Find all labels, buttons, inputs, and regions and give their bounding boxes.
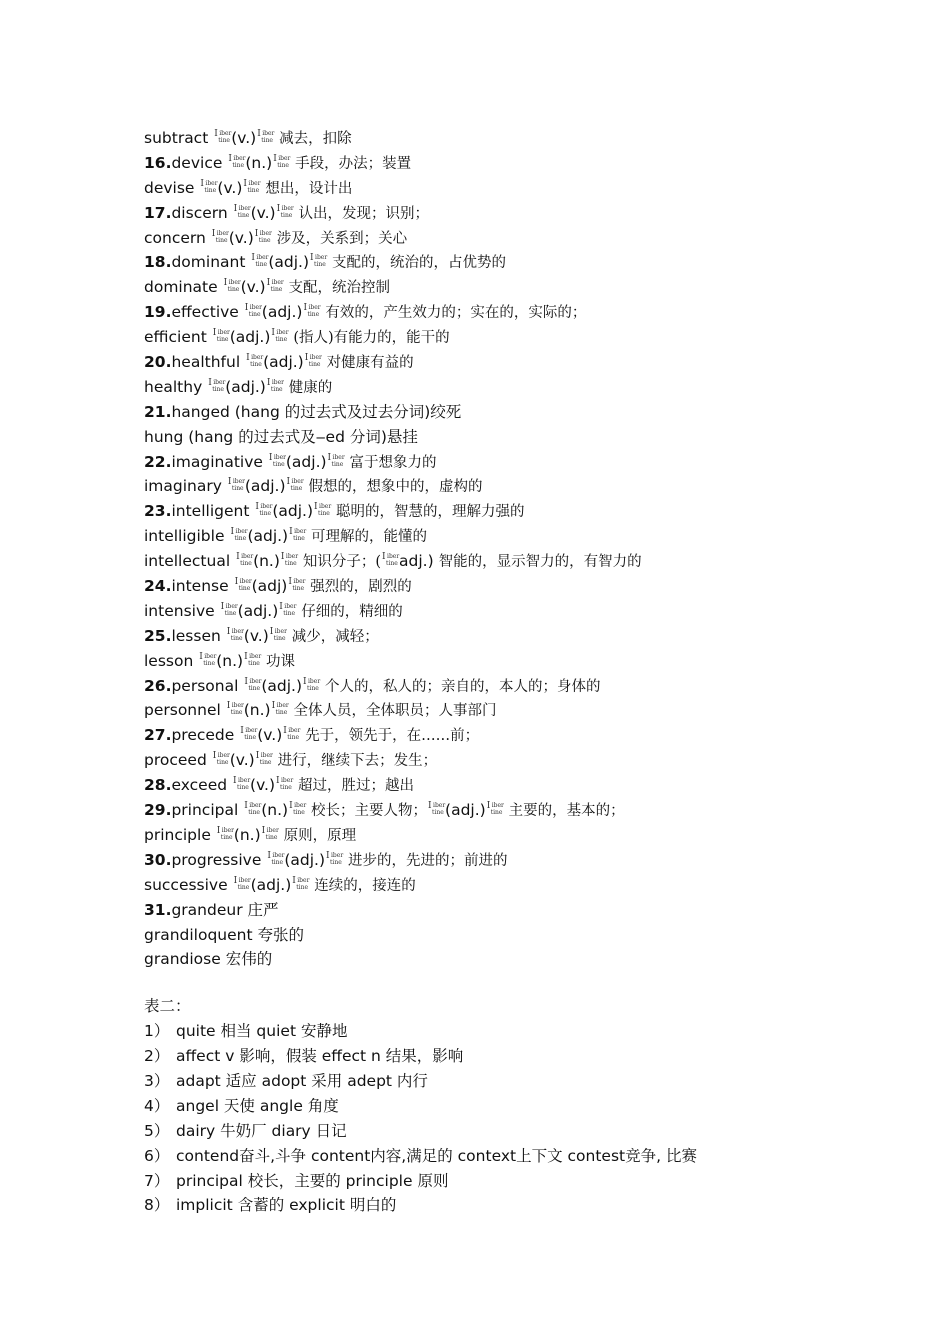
entry-pos: (n.) [253, 552, 280, 571]
glyph-marker-icon: I iber tine [212, 328, 230, 344]
vocab-entry [144, 300, 904, 325]
entry-definition: 强烈的，剧烈的 [310, 579, 412, 596]
vocab-entry [144, 524, 904, 549]
section-gap [144, 972, 904, 994]
vocab-entry [144, 649, 904, 674]
glyph-marker-icon: I iber tine [266, 278, 284, 294]
glyph-marker-icon: I iber tine [261, 825, 279, 841]
glyph-marker-icon: I iber tine [276, 776, 294, 792]
table-two-row [144, 1094, 904, 1119]
entry-pos: (v.) [243, 626, 269, 645]
entry-word: lesson [144, 651, 194, 670]
glyph-marker-icon: I iber tine [216, 825, 234, 841]
entry-definition: 手段，办法；装置 [295, 155, 412, 172]
glyph-marker-icon: I iber tine [233, 203, 251, 219]
entry-word: effective [171, 303, 239, 322]
glyph-marker-icon: I iber tine [230, 527, 248, 543]
entry-text: hung (hang 的过去式及‒ed 分词)悬挂 [144, 427, 418, 446]
document-page [144, 126, 904, 1218]
glyph-marker-icon: I iber tine [220, 601, 238, 617]
glyph-marker-icon: I iber tine [208, 377, 226, 393]
vocab-entry [144, 201, 904, 226]
glyph-marker-icon: I iber tine [283, 726, 301, 742]
glyph-marker-icon: I iber tine [199, 651, 217, 667]
entry-pos: (v.) [231, 129, 257, 147]
vocab-entry [144, 350, 904, 375]
vocab-entry [144, 723, 904, 748]
glyph-marker-icon: I iber tine [226, 626, 244, 642]
entry-pos: (adj.) [244, 477, 286, 496]
glyph-marker-icon: I iber tine [303, 676, 321, 692]
glyph-marker-icon: I iber tine [382, 552, 400, 568]
entry-number: 27. [144, 726, 172, 745]
entry-pos: (v.) [257, 726, 283, 745]
entry-number: 19. [144, 303, 172, 322]
entry-pos: (n.) [245, 153, 273, 172]
glyph-marker-icon: I iber tine [286, 477, 304, 493]
glyph-marker-icon: I iber tine [211, 228, 229, 244]
entry-word: lessen [171, 626, 221, 645]
entry-word: discern [171, 203, 228, 222]
entry-number: 25. [144, 626, 172, 645]
glyph-marker-icon: I iber tine [314, 502, 332, 518]
vocab-entry [144, 698, 904, 723]
entry-pos: (adj.) [237, 601, 279, 620]
entry-extra-definition: 主要的，基本的； [508, 803, 625, 820]
entry-number: 16. [144, 153, 172, 172]
entry-word: imaginative [171, 452, 263, 471]
vocab-entry [144, 425, 904, 450]
table-two-row [144, 1069, 904, 1094]
entry-word: dominant [171, 253, 246, 272]
entry-number: 24. [144, 577, 172, 596]
vocab-entry [144, 823, 904, 848]
vocab-entry [144, 450, 904, 475]
entry-number: 28. [144, 776, 172, 795]
glyph-marker-icon: I iber tine [228, 153, 246, 169]
entry-pos: (n.) [216, 651, 244, 670]
entry-pos: (adj.) [225, 377, 266, 396]
entry-pos: (adj) [251, 577, 288, 596]
table-two [144, 994, 904, 1218]
glyph-marker-icon: I iber tine [233, 776, 251, 792]
entry-definition: 进行，继续下去；发生； [277, 753, 438, 770]
glyph-marker-icon: I iber tine [279, 601, 297, 617]
entry-definition: 个人的，私人的；亲自的，本人的；身体的 [324, 678, 601, 695]
entry-definition: 全体人员，全体职员；人事部门 [293, 703, 497, 720]
entry-pos: (adj.) [284, 850, 326, 869]
entry-definition: 减去，扣除 [279, 131, 352, 147]
glyph-marker-icon: I iber tine [227, 477, 246, 493]
glyph-marker-icon: I iber tine [251, 253, 269, 269]
vocab-entry [144, 947, 904, 972]
table-two-row [144, 1019, 904, 1044]
glyph-marker-icon: I iber tine [310, 253, 328, 269]
entry-number: 20. [144, 353, 172, 372]
vocab-entry [144, 574, 904, 599]
entry-pos: (v.) [228, 228, 254, 247]
glyph-marker-icon: I iber tine [268, 452, 287, 468]
glyph-marker-icon: I iber tine [234, 577, 252, 593]
entry-word: intellectual [144, 552, 231, 571]
entry-text: grandiose 宏伟的 [144, 950, 273, 969]
entry-pos: (n.) [261, 801, 289, 820]
entry-word: successive [144, 875, 228, 894]
entry-definition: 减少，减轻； [291, 628, 379, 645]
entry-definition: 原则，原理 [283, 827, 357, 844]
entry-word: subtract [144, 129, 209, 147]
row-index: 6） [144, 1146, 170, 1165]
entry-pos: (v.) [250, 203, 276, 222]
glyph-marker-icon: I iber tine [255, 751, 273, 767]
entry-word: dominate [144, 278, 218, 297]
entry-word: devise [144, 178, 195, 197]
glyph-marker-icon: I iber tine [326, 850, 344, 866]
row-text: dairy 牛奶厂 diary 日记 [176, 1121, 347, 1140]
glyph-marker-icon: I iber tine [244, 303, 262, 319]
glyph-marker-icon: I iber tine [304, 353, 322, 369]
entry-definition: 可理解的，能懂的 [311, 529, 428, 546]
entry-word: personal [171, 676, 239, 695]
entry-word: concern [144, 228, 206, 247]
row-index: 2） [144, 1047, 170, 1066]
entry-extra-pos: adj.) [399, 552, 434, 571]
entry-pos: (v.) [250, 776, 276, 795]
vocab-entry [144, 599, 904, 624]
glyph-marker-icon: I iber tine [223, 278, 241, 294]
glyph-marker-icon: I iber tine [236, 552, 254, 568]
entry-text: hanged (hang 的过去式及过去分词)绞死 [171, 402, 462, 421]
entry-definition: 知识分子；( [302, 554, 382, 571]
entry-word: exceed [171, 776, 228, 795]
entry-pos: (v.) [217, 178, 243, 197]
entry-word: progressive [171, 850, 262, 869]
entry-definition: 支配的，统治的，占优势的 [331, 255, 506, 272]
entry-word: principle [144, 825, 211, 844]
vocab-entry [144, 773, 904, 798]
row-text: principal 校长，主要的 principle 原则 [176, 1171, 449, 1190]
row-index: 7） [144, 1171, 170, 1190]
vocab-entry [144, 325, 904, 350]
entry-word: healthy [144, 377, 203, 396]
entry-pos: (v.) [229, 751, 255, 770]
entry-number: 22. [144, 452, 172, 471]
vocab-entry [144, 873, 904, 898]
glyph-marker-icon: I iber tine [276, 203, 294, 219]
glyph-marker-icon: I iber tine [273, 153, 291, 169]
entry-word: precede [171, 726, 235, 745]
entry-definition: 功课 [266, 653, 296, 670]
vocab-entry [144, 250, 904, 275]
entry-word: personnel [144, 701, 221, 720]
vocab-entry [144, 549, 904, 574]
glyph-marker-icon: I iber tine [240, 726, 258, 742]
entry-word: efficient [144, 328, 207, 347]
glyph-marker-icon: I iber tine [255, 502, 273, 518]
row-text: contend奋斗,斗争 content内容,满足的 context上下文 contest竞争, 比赛 [176, 1146, 697, 1165]
vocab-entry [144, 848, 904, 873]
table-two-row [144, 1169, 904, 1194]
vocab-entry [144, 499, 904, 524]
vocab-entry [144, 674, 904, 699]
entry-definition: 聪明的，智慧的，理解力强的 [335, 504, 525, 521]
entry-definition: 富于想象力的 [349, 454, 437, 471]
glyph-marker-icon: I iber tine [303, 303, 321, 319]
entry-pos: (adj.) [272, 502, 314, 521]
entry-definition: 想出，设计出 [265, 180, 353, 197]
vocab-entry [144, 151, 904, 176]
entry-definition: 健康的 [288, 379, 333, 396]
glyph-marker-icon: I iber tine [327, 452, 345, 468]
row-index: 5） [144, 1121, 170, 1140]
row-index: 4） [144, 1096, 170, 1115]
vocab-entry [144, 898, 904, 923]
entry-definition: 涉及，关系到；关心 [276, 230, 408, 247]
entry-definition: 校长；主要人物； [311, 803, 428, 820]
entry-word: proceed [144, 751, 207, 770]
glyph-marker-icon: I iber tine [244, 801, 262, 817]
entry-extra-pos: (adj.) [445, 801, 486, 820]
entry-pos: (adj.) [263, 353, 304, 372]
entry-definition: 对健康有益的 [326, 355, 414, 372]
row-text: implicit 含蓄的 explicit 明白的 [176, 1196, 397, 1215]
entry-pos: (v.) [240, 278, 266, 297]
entry-definition: 认出，发现；识别； [298, 205, 430, 222]
row-index: 3） [144, 1071, 170, 1090]
glyph-marker-icon: I iber tine [243, 178, 261, 194]
glyph-marker-icon: I iber tine [257, 129, 275, 144]
entry-word: device [171, 153, 223, 172]
glyph-marker-icon: I iber tine [289, 527, 307, 543]
entry-number: 17. [144, 203, 172, 222]
entry-number: 31. [144, 900, 172, 919]
glyph-marker-icon: I iber tine [271, 328, 289, 344]
vocab-entry [144, 176, 904, 201]
glyph-marker-icon: I iber tine [244, 651, 262, 667]
entry-pos: (adj.) [285, 452, 327, 471]
glyph-marker-icon: I iber tine [271, 701, 289, 717]
row-index: 1） [144, 1022, 170, 1041]
vocab-entry [144, 375, 904, 400]
entry-number: 21. [144, 402, 172, 421]
table-two-rows [144, 1019, 904, 1218]
entry-pos: (adj.) [261, 303, 303, 322]
glyph-marker-icon: I iber tine [288, 577, 306, 593]
entry-definition: 假想的，想象中的，虚构的 [308, 479, 483, 496]
entry-pos: (adj.) [250, 875, 292, 894]
vocab-entry [144, 923, 904, 948]
row-text: quite 相当 quiet 安静地 [176, 1022, 348, 1041]
entry-text: grandiloquent 夸张的 [144, 925, 304, 944]
entry-definition: 先于，领先于，在……前； [305, 728, 480, 745]
vocab-entry [144, 275, 904, 300]
table-two-row [144, 1044, 904, 1069]
entry-pos: (n.) [233, 825, 261, 844]
table-two-title: 表二： [144, 997, 191, 1016]
entry-definition: (指人)有能力的，能干的 [293, 330, 450, 347]
vocab-entry [144, 748, 904, 773]
glyph-marker-icon: I iber tine [226, 701, 244, 717]
glyph-marker-icon: I iber tine [486, 801, 504, 817]
row-index: 8） [144, 1196, 170, 1215]
glyph-marker-icon: I iber tine [244, 676, 262, 692]
row-text: affect v 影响，假装 effect n 结果，影响 [176, 1047, 464, 1066]
entry-definition: 有效的，产生效力的；实在的，实际的； [325, 305, 587, 322]
entry-word: principal [171, 801, 239, 820]
vocab-entry [144, 126, 904, 151]
glyph-marker-icon: I iber tine [266, 377, 285, 393]
glyph-marker-icon: I iber tine [254, 228, 272, 244]
entry-extra-definition: 智能的，显示智力的，有智力的 [438, 554, 642, 571]
table-two-row [144, 1193, 904, 1218]
entry-definition: 仔细的，精细的 [301, 603, 403, 620]
entry-word: intensive [144, 601, 215, 620]
glyph-marker-icon: I iber tine [214, 129, 232, 144]
table-two-row [144, 1144, 904, 1169]
entry-number: 30. [144, 850, 172, 869]
glyph-marker-icon: I iber tine [267, 850, 285, 866]
entry-pos: (adj.) [229, 328, 271, 347]
entry-text: grandeur 庄严 [171, 900, 279, 919]
entry-pos: (adj.) [247, 527, 289, 546]
entry-number: 18. [144, 253, 172, 272]
glyph-marker-icon: I iber tine [292, 875, 310, 891]
entry-definition: 超过，胜过；越出 [297, 778, 414, 795]
entry-word: intense [171, 577, 229, 596]
entry-word: intelligible [144, 527, 225, 546]
vocab-entry [144, 226, 904, 251]
entry-word: imaginary [144, 477, 222, 496]
table-two-row [144, 1119, 904, 1144]
vocab-entry [144, 400, 904, 425]
entry-word: intelligent [171, 502, 250, 521]
glyph-marker-icon: I iber tine [233, 875, 251, 891]
glyph-marker-icon: I iber tine [428, 801, 446, 817]
entry-pos: (n.) [243, 701, 271, 720]
entry-word: healthful [171, 353, 241, 372]
entry-number: 29. [144, 801, 172, 820]
glyph-marker-icon: I iber tine [289, 801, 307, 817]
entry-definition: 支配，统治控制 [288, 280, 391, 297]
glyph-marker-icon: I iber tine [246, 353, 264, 369]
vocab-entry [144, 624, 904, 649]
glyph-marker-icon: I iber tine [200, 178, 218, 194]
entry-definition: 连续的，接连的 [314, 877, 416, 894]
row-text: angel 天使 angle 角度 [176, 1096, 339, 1115]
vocab-entry [144, 798, 904, 823]
entry-number: 26. [144, 676, 172, 695]
vocabulary-list [144, 126, 904, 972]
vocab-entry [144, 474, 904, 499]
entry-number: 23. [144, 502, 172, 521]
row-text: adapt 适应 adopt 采用 adept 内行 [176, 1071, 428, 1090]
entry-pos: (adj.) [268, 253, 310, 272]
entry-definition: 进步的，先进的；前进的 [347, 852, 508, 869]
glyph-marker-icon: I iber tine [280, 552, 299, 568]
entry-pos: (adj.) [261, 676, 303, 695]
glyph-marker-icon: I iber tine [212, 751, 230, 767]
glyph-marker-icon: I iber tine [269, 626, 287, 642]
